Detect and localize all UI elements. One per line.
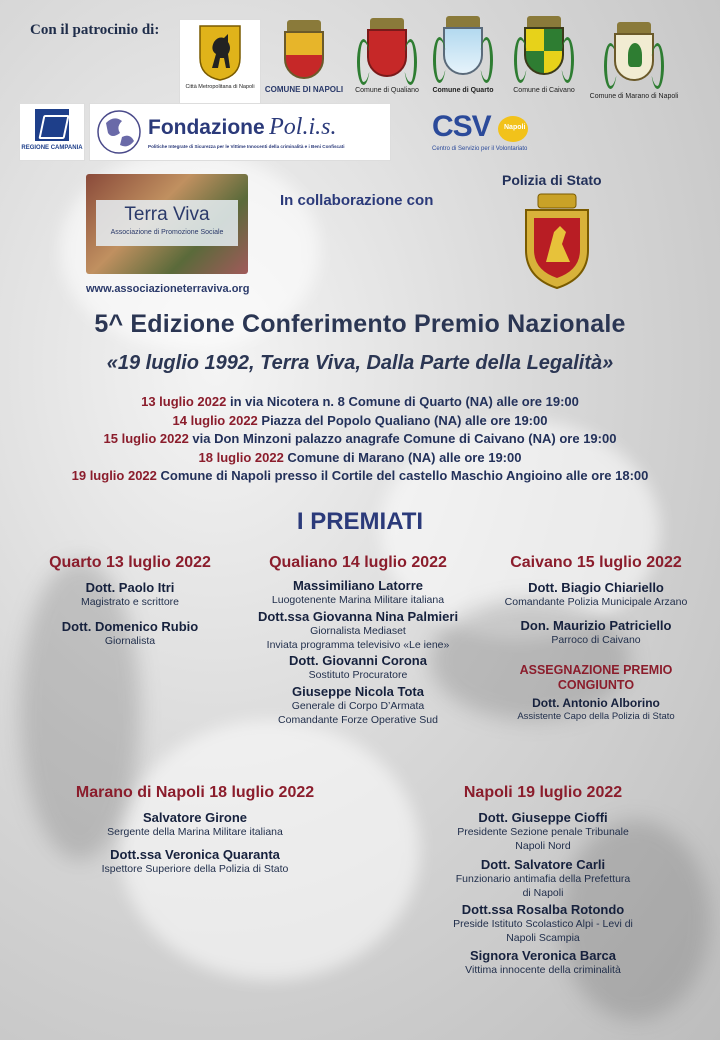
awardee-name: Don. Maurizio Patriciello <box>520 618 672 633</box>
awardee-role: Luogotenente Marina Militare italiana <box>271 594 445 606</box>
awardee-role: Ispettore Superiore della Polizia di Stato <box>101 863 289 875</box>
awardee-name: Salvatore Girone <box>142 810 248 825</box>
awardee-role: Sergente della Marina Militare italiana <box>107 826 283 838</box>
awardee-role: Funzionario antimafia della Prefettura <box>455 873 631 885</box>
comune-caivano-logo: Comune di Caivano <box>508 16 580 94</box>
awardee-name: Dott. Biagio Chiariello <box>528 580 664 595</box>
awardee-role: Generale di Corpo D’Armata <box>291 700 425 712</box>
napoli-column <box>420 784 666 977</box>
awardee-role: Preside Istituto Scolastico Alpi - Levi di <box>453 918 633 930</box>
police-shield-icon <box>516 192 598 292</box>
awardee-role: Inviata programma televisivo «Le iene» <box>266 639 450 651</box>
schedule-line: 13 luglio 2022 in via Nicotera n. 8 Comune di Quarto (NA) alle ore 19:00 <box>141 394 579 409</box>
awardee-role: Napoli Nord <box>515 840 571 852</box>
marano-heading: Marano di Napoli 18 luglio 2022 <box>75 784 315 801</box>
polizia-emblem <box>516 192 598 292</box>
awardee-role: di Napoli <box>522 887 564 899</box>
main-title: 5^ Edizione Conferimento Premio Nazionale <box>94 310 626 338</box>
horse-shield-icon <box>198 24 242 82</box>
terra-viva-logo: Terra Viva Associazione di Promozione Sociale <box>86 174 248 274</box>
globe-icon <box>96 109 142 155</box>
awardee-name: Dott. Paolo Itri <box>85 580 175 595</box>
website-link[interactable]: www.associazioneterraviva.org <box>86 283 250 295</box>
awardee-name: Dott.ssa Veronica Quaranta <box>110 847 280 862</box>
awardee-name: Massimiliano Latorre <box>292 578 424 593</box>
awardee-role: Comandante Polizia Municipale Arzano <box>504 596 688 608</box>
comune-napoli-logo: COMUNE DI NAPOLI <box>265 20 343 94</box>
polizia-label: Polizia di Stato <box>502 172 602 188</box>
awardee-name: Dott. Giovanni Corona <box>289 653 427 668</box>
collaboration-label: In collaborazione con <box>280 192 434 209</box>
qualiano-heading: Qualiano 14 luglio 2022 <box>269 554 447 571</box>
csv-napoli-logo: CSV Napoli Centro di Servizio per il Volontariato <box>432 110 528 152</box>
premiati-heading: I PREMIATI <box>296 508 424 535</box>
awardee-name: Dott. Giuseppe Cioffi <box>478 810 608 825</box>
awardee-name: Signora Veronica Barca <box>470 948 616 963</box>
awardee-role: Giornalista <box>104 635 156 647</box>
schedule-line: 19 luglio 2022 Comune di Napoli presso il Cortile del castello Maschio Angioino alle ore 18:00 <box>71 468 649 483</box>
awardee-name: Giuseppe Nicola Tota <box>292 684 424 699</box>
citta-metropolitana-logo: Città Metropolitana di Napoli <box>180 20 260 104</box>
marano-column <box>40 784 350 876</box>
awardee-name: Dott. Antonio Alborino <box>532 696 660 710</box>
special-award-heading: ASSEGNAZIONE PREMIO <box>519 663 673 677</box>
awardee-role: Napoli Scampia <box>506 932 580 944</box>
comune-quarto-logo: Comune di Quarto <box>428 16 498 94</box>
awardee-role: Magistrato e scrittore <box>80 596 180 608</box>
schedule-line: 18 luglio 2022 Comune di Marano (NA) alle ore 19:00 <box>198 449 522 465</box>
subtitle: «19 luglio 1992, Terra Viva, Dalla Parte della Legalità» <box>106 352 614 374</box>
schedule-line: 14 luglio 2022 Piazza del Popolo Qualiano (NA) alle ore 19:00 <box>172 412 548 428</box>
awardee-role: Vittima innocente della criminalità <box>465 964 621 976</box>
awardee-role: Presidente Sezione penale Tribunale <box>457 826 629 838</box>
awardee-role: Sostituto Procuratore <box>308 669 408 681</box>
schedule <box>0 393 720 486</box>
awardee-role: Parroco di Caivano <box>551 634 641 646</box>
awardee-name: Dott.ssa Rosalba Rotondo <box>461 902 625 917</box>
schedule-line: 15 luglio 2022 via Don Minzoni palazzo anagrafe Comune di Caivano (NA) ore 19:00 <box>103 431 617 446</box>
comune-qualiano-logo: Comune di Qualiano <box>352 18 422 94</box>
caivano-heading: Caivano 15 luglio 2022 <box>510 554 682 571</box>
awardee-name: Dott. Salvatore Carli <box>480 857 606 872</box>
awardee-role: Giornalista Mediaset <box>310 625 406 637</box>
awardee-role: Assistente Capo della Polizia di Stato <box>517 711 675 722</box>
fondazione-polis-logo: Fondazione Pol.i.s. Politiche Integrate di Sicurezza per le Vittime Innocenti della criminalità e i Beni Confiscati <box>90 104 390 160</box>
comune-marano-logo: Comune di Marano di Napoli <box>586 22 682 100</box>
patronage-label: Con il patrocinio di: <box>30 22 160 38</box>
quarto-heading: Quarto 13 luglio 2022 <box>49 554 211 571</box>
awardee-name: Dott. Domenico Rubio <box>61 619 199 634</box>
awardee-role: Comandante Forze Operative Sud <box>278 714 438 726</box>
caivano-column <box>478 554 714 724</box>
regione-campania-logo: REGIONE CAMPANIA <box>20 104 84 160</box>
awardee-name: Dott.ssa Giovanna Nina Palmieri <box>257 609 459 624</box>
special-award-heading: CONGIUNTO <box>557 678 635 692</box>
qualiano-column <box>240 554 476 727</box>
quarto-column <box>20 554 240 648</box>
napoli-heading: Napoli 19 luglio 2022 <box>463 784 623 801</box>
